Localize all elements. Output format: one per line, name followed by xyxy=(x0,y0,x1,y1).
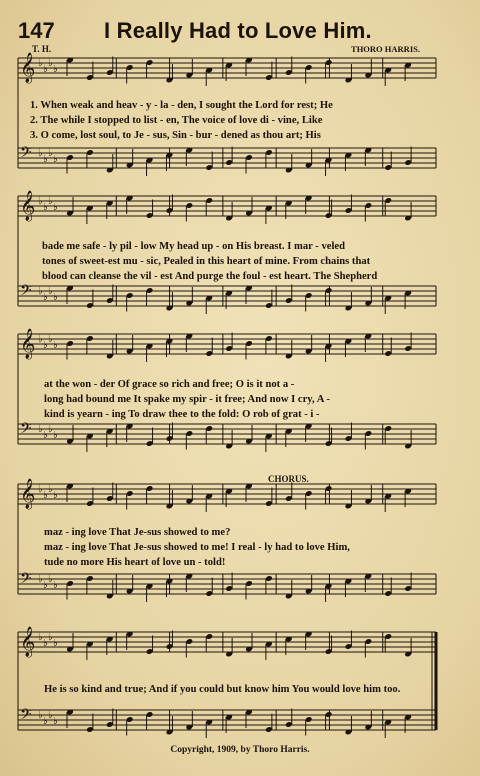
lyric-line: 2. The while I stopped to list - en, The voice of love di - vine, Like xyxy=(30,115,323,126)
staff xyxy=(18,484,436,504)
flat-icon: ♭ xyxy=(38,286,43,297)
lyric-line: He is so kind and true; And if you could but know him You would love him too. xyxy=(44,684,401,695)
flat-icon: ♭ xyxy=(53,638,58,649)
staff xyxy=(18,574,436,594)
flat-icon: ♭ xyxy=(38,710,43,721)
flat-icon: ♭ xyxy=(48,196,53,207)
flat-icon: ♭ xyxy=(48,574,53,585)
flat-icon: ♭ xyxy=(38,574,43,585)
flat-icon: ♭ xyxy=(43,638,48,649)
lyric-line: 1. When weak and heav - y - la - den, I sought the Lord for rest; He xyxy=(30,100,333,111)
composer-credit: THORO HARRIS. xyxy=(351,44,420,54)
staff xyxy=(18,58,436,78)
bass-clef-icon: 𝄢 xyxy=(20,570,32,591)
staff xyxy=(18,286,436,306)
treble-clef-icon: 𝄞 xyxy=(20,627,36,657)
flat-icon: ♭ xyxy=(53,430,58,441)
treble-clef-icon: 𝄞 xyxy=(20,53,36,83)
lyric-line: 3. O come, lost soul, to Je - sus, Sin - bur - dened as thou art; His xyxy=(30,130,321,141)
treble-clef-icon: 𝄞 xyxy=(20,479,36,509)
author-credit: T. H. xyxy=(32,44,52,54)
flat-icon: ♭ xyxy=(53,292,58,303)
bass-clef-icon: 𝄢 xyxy=(20,144,32,165)
flat-icon: ♭ xyxy=(53,580,58,591)
lyric-line: long had bound me It spake my spir - it free; And now I cry, A - xyxy=(44,394,330,405)
flat-icon: ♭ xyxy=(53,202,58,213)
hymn-number: 147 xyxy=(18,18,55,43)
bass-clef-icon: 𝄢 xyxy=(20,706,32,727)
flat-icon: ♭ xyxy=(53,716,58,727)
flat-icon: ♭ xyxy=(43,490,48,501)
copyright-notice: Copyright, 1909, by Thoro Harris. xyxy=(170,745,310,755)
lyric-line: tude no more His heart of love un - told! xyxy=(44,557,226,568)
flat-icon: ♭ xyxy=(38,58,43,69)
flat-icon: ♭ xyxy=(53,154,58,165)
flat-icon: ♭ xyxy=(43,64,48,75)
flat-icon: ♭ xyxy=(38,196,43,207)
flat-icon: ♭ xyxy=(48,710,53,721)
staff xyxy=(18,632,436,652)
flat-icon: ♭ xyxy=(48,286,53,297)
flat-icon: ♭ xyxy=(48,424,53,435)
flat-icon: ♭ xyxy=(43,340,48,351)
staff xyxy=(18,196,436,216)
flat-icon: ♭ xyxy=(48,334,53,345)
bass-clef-icon: 𝄢 xyxy=(20,282,32,303)
flat-icon: ♭ xyxy=(53,64,58,75)
flat-icon: ♭ xyxy=(38,484,43,495)
flat-icon: ♭ xyxy=(43,430,48,441)
treble-clef-icon: 𝄞 xyxy=(20,329,36,359)
flat-icon: ♭ xyxy=(43,716,48,727)
staff xyxy=(18,710,436,730)
lyric-line: at the won - der Of grace so rich and free; O is it not a - xyxy=(44,379,295,390)
flat-icon: ♭ xyxy=(38,148,43,159)
lyric-line: maz - ing love That Je-sus showed to me? xyxy=(44,527,231,538)
staff xyxy=(18,424,436,444)
lyric-line: kind is yearn - ing To draw thee to the fold: O rob of grat - i - xyxy=(44,409,320,420)
chorus-label: CHORUS. xyxy=(268,474,309,484)
treble-clef-icon: 𝄞 xyxy=(20,191,36,221)
flat-icon: ♭ xyxy=(48,58,53,69)
lyric-line: blood can cleanse the vil - est And purge the foul - est heart. The Shepherd xyxy=(42,271,378,282)
final-barline xyxy=(435,632,438,730)
staff xyxy=(18,148,436,168)
lyric-line: tones of sweet-est mu - sic, Pealed in this heart of mine. From chains that xyxy=(42,256,371,267)
hymn-title: I Really Had to Love Him. xyxy=(104,18,372,43)
flat-icon: ♭ xyxy=(38,424,43,435)
flat-icon: ♭ xyxy=(53,340,58,351)
flat-icon: ♭ xyxy=(53,490,58,501)
lyric-line: maz - ing love That Je-sus showed to me! I real - ly had to love Him, xyxy=(44,542,350,553)
flat-icon: ♭ xyxy=(43,292,48,303)
flat-icon: ♭ xyxy=(48,484,53,495)
flat-icon: ♭ xyxy=(38,334,43,345)
flat-icon: ♭ xyxy=(48,632,53,643)
flat-icon: ♭ xyxy=(43,580,48,591)
flat-icon: ♭ xyxy=(38,632,43,643)
flat-icon: ♭ xyxy=(43,202,48,213)
flat-icon: ♭ xyxy=(43,154,48,165)
bass-clef-icon: 𝄢 xyxy=(20,420,32,441)
staff xyxy=(18,334,436,354)
flat-icon: ♭ xyxy=(48,148,53,159)
lyric-line: bade me safe - ly pil - low My head up - on His breast. I mar - veled xyxy=(42,241,345,252)
